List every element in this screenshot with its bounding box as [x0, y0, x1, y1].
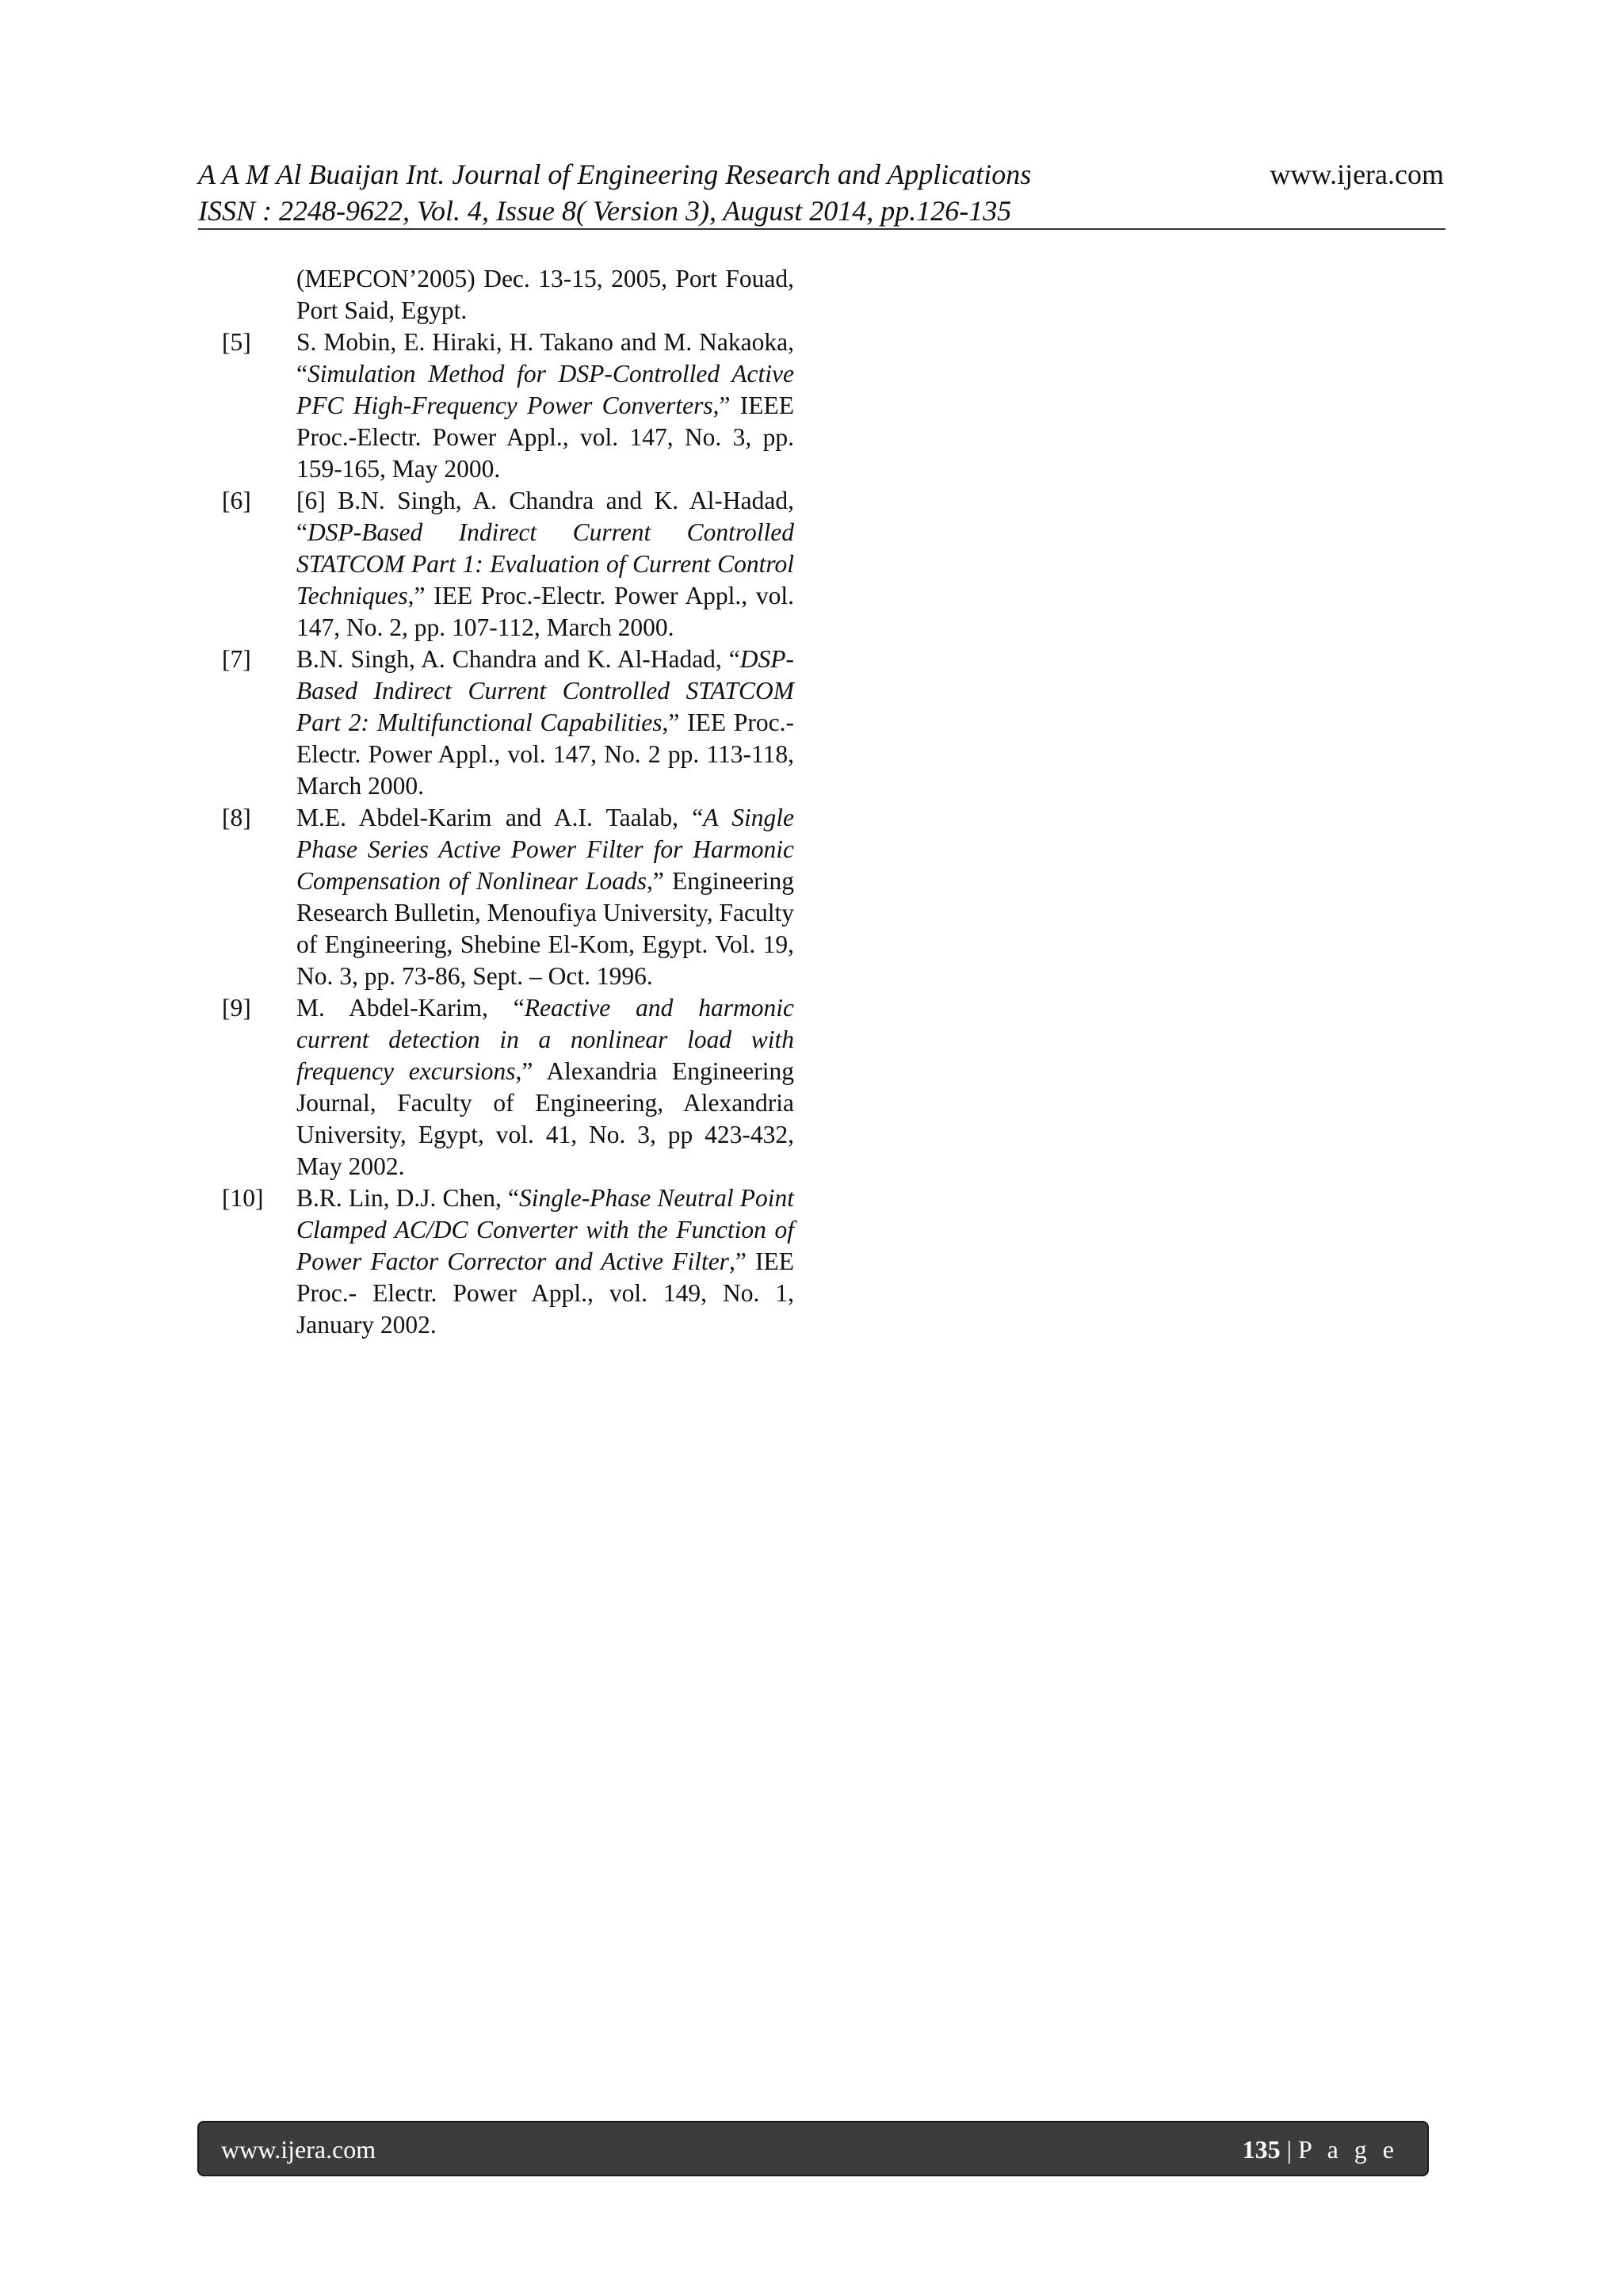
reference-title: A Single Phase Series Active Power Filter for Harmonic Compensation of Nonlinear Loads, [296, 804, 794, 895]
reference-number: [10] [222, 1184, 264, 1212]
issn-line: ISSN : 2248-9622, Vol. 4, Issue 8( Version 3), August 2014, pp.126-135 [198, 195, 1012, 227]
reference-source: ,” Alexandria Engineering Journal, Faculty of Engineering, Alexandria University, Egypt, vol. 41, No. 3, pp 423-432, May 2002. [296, 1057, 794, 1180]
reference-text [296, 485, 794, 644]
page-separator: | [1280, 2135, 1298, 2164]
reference-number: [7] [222, 645, 251, 673]
reference-item [222, 644, 794, 802]
reference-text [296, 802, 794, 992]
page-label: P a g e [1297, 2135, 1399, 2164]
reference-item [222, 485, 794, 644]
page-indicator [1243, 2135, 1399, 2164]
reference-item [222, 327, 794, 485]
reference-item [222, 1182, 794, 1341]
reference-authors: M. Abdel-Karim, “ [296, 994, 525, 1022]
reference-number: [9] [222, 994, 251, 1022]
reference-source: ” Engineering Research Bulletin, Menoufiya University, Faculty of Engineering, Shebine El-Kom, Egypt. Vol. 19, No. 3, pp. 73-86, Sept. – Oct. 1996. [296, 867, 794, 990]
reference-text [296, 644, 794, 802]
reference-text [296, 327, 794, 485]
page-footer [197, 2121, 1429, 2176]
reference-number: [6] [222, 487, 251, 514]
reference-text [296, 1182, 794, 1341]
reference-authors: B.R. Lin, D.J. Chen, “ [296, 1184, 520, 1212]
reference-item [222, 992, 794, 1182]
reference-authors: M.E. Abdel-Karim and A.I. Taalab, “ [296, 804, 704, 831]
reference-source: ,” IEEE Proc.-Electr. Power Appl., vol. 147, No. 3, pp. 159-165, May 2000. [296, 392, 794, 483]
reference-source: ,” IEE Proc.-Electr. Power Appl., vol. 147, No. 2, pp. 107-112, March 2000. [296, 582, 794, 641]
reference-source: ,” IEE Proc.-Electr. Power Appl., vol. 147, No. 2 pp. 113-118, March 2000. [296, 709, 794, 800]
reference-continuation: (MEPCON’2005) Dec. 13-15, 2005, Port Fouad, Port Said, Egypt. [296, 265, 794, 324]
reference-item [222, 802, 794, 992]
reference-authors: S. Mobin, E. Hiraki, H. Takano and M. Nakaoka, “ [296, 328, 794, 388]
reference-title: DSP-Based Indirect Current Controlled STATCOM Part 1: Evaluation of Current Control Techniques [296, 518, 794, 609]
reference-list [222, 263, 794, 1341]
reference-title: DSP-Based Indirect Current Controlled STATCOM Part 2: Multifunctional Capabilities [296, 645, 794, 736]
header-divider [198, 228, 1445, 230]
reference-title: Simulation Method for DSP-Controlled Active PFC High-Frequency Power Converters [296, 360, 794, 419]
running-header [198, 156, 1444, 229]
reference-number: [5] [222, 328, 251, 356]
reference-authors: B.N. Singh, A. Chandra and K. Al-Hadad, “ [296, 645, 740, 673]
journal-title: A A M Al Buaijan Int. Journal of Engineering Research and Applications [198, 159, 1032, 190]
reference-source: ,” IEE Proc.- Electr. Power Appl., vol. 149, No. 1, January 2002. [296, 1247, 794, 1339]
reference-title: Single-Phase Neutral Point Clamped AC/DC Converter with the Function of Power Factor Corrector and Active Filter [296, 1184, 794, 1275]
header-website-link[interactable]: www.ijera.com [1270, 159, 1444, 190]
reference-authors: [6] B.N. Singh, A. Chandra and K. Al-Hadad, “ [296, 487, 794, 546]
reference-title: Reactive and harmonic current detection in a nonlinear load with frequency excursions [296, 994, 794, 1085]
footer-website-link[interactable]: www.ijera.com [221, 2135, 376, 2164]
reference-number: [8] [222, 804, 251, 831]
page-number: 135 [1242, 2135, 1281, 2164]
reference-text [296, 992, 794, 1182]
